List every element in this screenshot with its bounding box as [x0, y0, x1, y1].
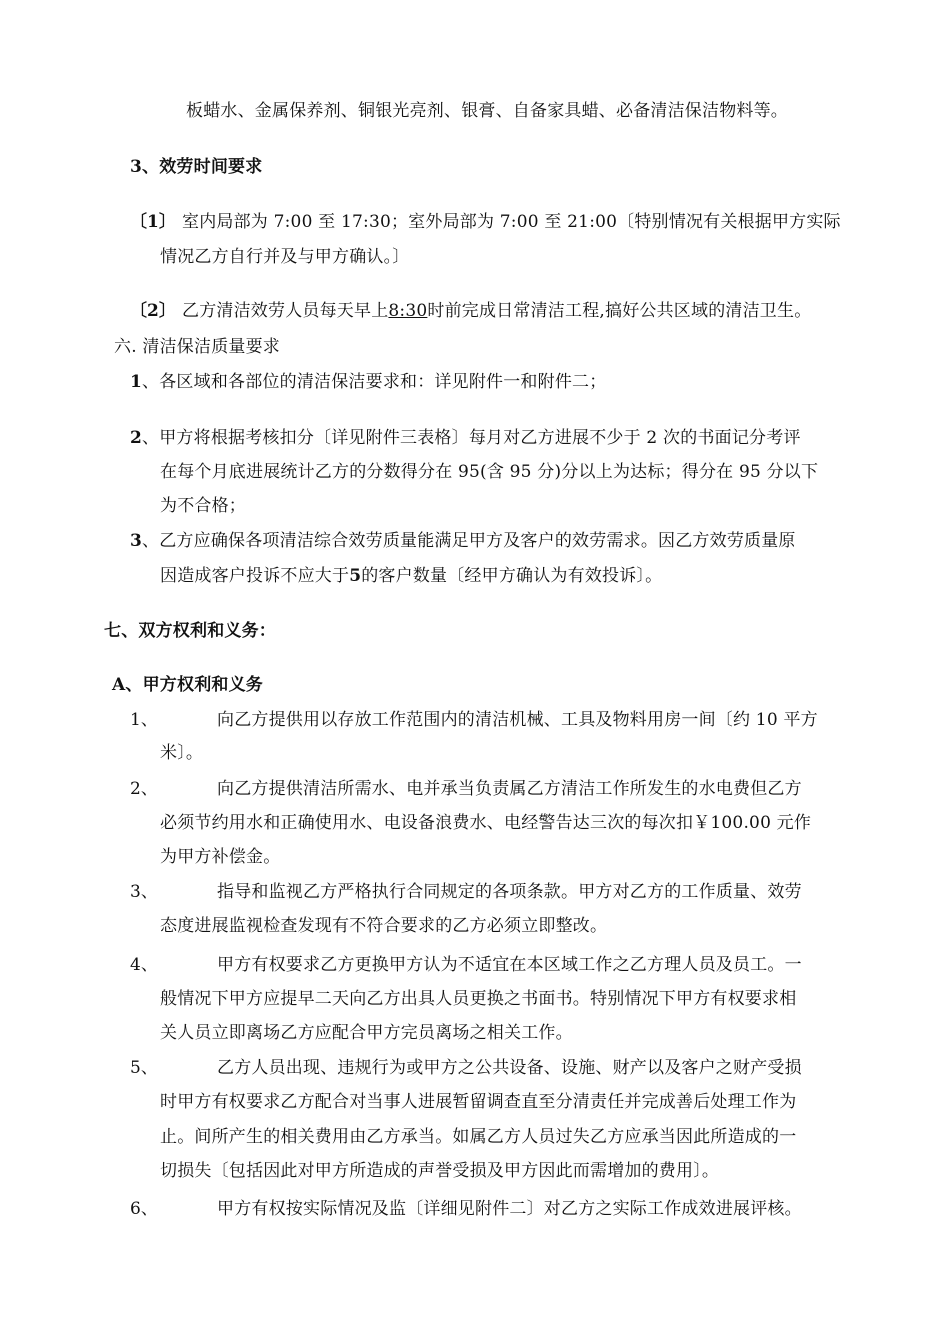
- section-heading: 3、效劳时间要求: [130, 157, 263, 177]
- item-number: 6、: [130, 1199, 158, 1219]
- paragraph-line: 关人员立即离场乙方应配合甲方完员离场之相关工作。: [160, 1023, 573, 1043]
- paragraph-line: 时甲方有权要求乙方配合对当事人进展暂留调查直至分清责任并完成善后处理工作为: [160, 1092, 797, 1112]
- subsection-heading: A、甲方权利和义务: [112, 675, 263, 695]
- paragraph-line: [182, 300, 811, 322]
- text-segment: 、各区域和各部位的清洁保洁要求和：详见附件一和附件二；: [142, 372, 607, 392]
- paragraph-line: 切损失〔包括因此对甲方所造成的声誉受损及甲方因此而需增加的费用〕。: [160, 1161, 720, 1181]
- item-number: 〔1〕: [130, 212, 176, 232]
- text-segment: 乙方清洁效劳人员每天早上: [182, 301, 389, 321]
- paragraph-line: 向乙方提供清洁所需水、电并承当负责属乙方清洁工作所发生的水电费但乙方: [217, 779, 802, 799]
- paragraph-line: 室内局部为 7:00 至 17:30；室外局部为 7:00 至 21:00〔特别情况有关根据甲方实际: [182, 212, 841, 232]
- underlined-time: 8:30: [388, 301, 428, 321]
- paragraph-line: 般情况下甲方应提早二天向乙方出具人员更换之书面书。特别情况下甲方有权要求相: [160, 989, 797, 1009]
- paragraph-line: 乙方人员出现、违规行为或甲方之公共设备、设施、财产以及客户之财产受损: [217, 1058, 802, 1078]
- paragraph-line: [130, 427, 801, 449]
- paragraph-line: 止。间所产生的相关费用由乙方承当。如属乙方人员过失乙方应承当因此所造成的一: [160, 1127, 797, 1147]
- item-number: 5、: [130, 1058, 158, 1078]
- paragraph-line: 情况乙方自行并及与甲方确认。〕: [160, 247, 410, 267]
- paragraph-line: 米〕。: [160, 743, 204, 763]
- paragraph-line: 向乙方提供用以存放工作范围内的清洁机械、工具及物料用房一间〔约 10 平方: [217, 710, 818, 730]
- text-segment: 、甲方将根据考核扣分〔详见附件三表格〕每月对乙方进展不少于 2 次的书面记分考评: [142, 428, 801, 448]
- bold-number: 5: [349, 566, 362, 586]
- text-segment: 、乙方应确保各项清洁综合效劳质量能满足甲方及客户的效劳需求。因乙方效劳质量原: [142, 531, 796, 551]
- item-number: 1、: [130, 710, 158, 730]
- paragraph-line: 必须节约用水和正确使用水、电设备浪费水、电经警告达三次的每次扣￥100.00 元作: [160, 813, 812, 833]
- paragraph-line: 在每个月底进展统计乙方的分数得分在 95(含 95 分)分以上为达标；得分在 95 分以下: [160, 462, 819, 482]
- item-number: 4、: [130, 955, 158, 975]
- item-number: 3、: [130, 882, 158, 902]
- paragraph-line: 为甲方补偿金。: [160, 847, 281, 867]
- paragraph-line: 甲方有权要求乙方更换甲方认为不适宜在本区域工作之乙方理人员及员工。一: [217, 955, 802, 975]
- item-number: 3: [130, 531, 143, 551]
- section-heading: 六. 清洁保洁质量要求: [114, 337, 281, 357]
- paragraph-line: 为不合格；: [160, 496, 246, 516]
- item-number: 2: [130, 428, 143, 448]
- text-segment: 的客户数量〔经甲方确认为有效投诉〕。: [361, 566, 663, 586]
- paragraph-line: [130, 530, 796, 552]
- text-segment: 因造成客户投诉不应大于: [160, 566, 350, 586]
- section-heading: 七、双方权利和义务：: [104, 621, 276, 641]
- item-number: 2、: [130, 779, 158, 799]
- item-number: 〔2〕: [130, 301, 176, 321]
- paragraph-line: 指导和监视乙方严格执行合同规定的各项条款。甲方对乙方的工作质量、效劳: [217, 882, 802, 902]
- paragraph-line: 甲方有权按实际情况及监〔详细见附件二〕对乙方之实际工作成效进展评核。: [217, 1199, 802, 1219]
- paragraph-line: [160, 565, 662, 587]
- paragraph-line: 态度进展监视检查发现有不符合要求的乙方必须立即整改。: [160, 916, 608, 936]
- item-number: 1: [130, 372, 143, 392]
- text-segment: 时前完成日常清洁工程,搞好公共区域的清洁卫生。: [427, 301, 812, 321]
- paragraph-line: [130, 371, 606, 393]
- paragraph-line: 板蜡水、金属保养剂、铜银光亮剂、银膏、自备家具蜡、必备清洁保洁物料等。: [186, 101, 788, 121]
